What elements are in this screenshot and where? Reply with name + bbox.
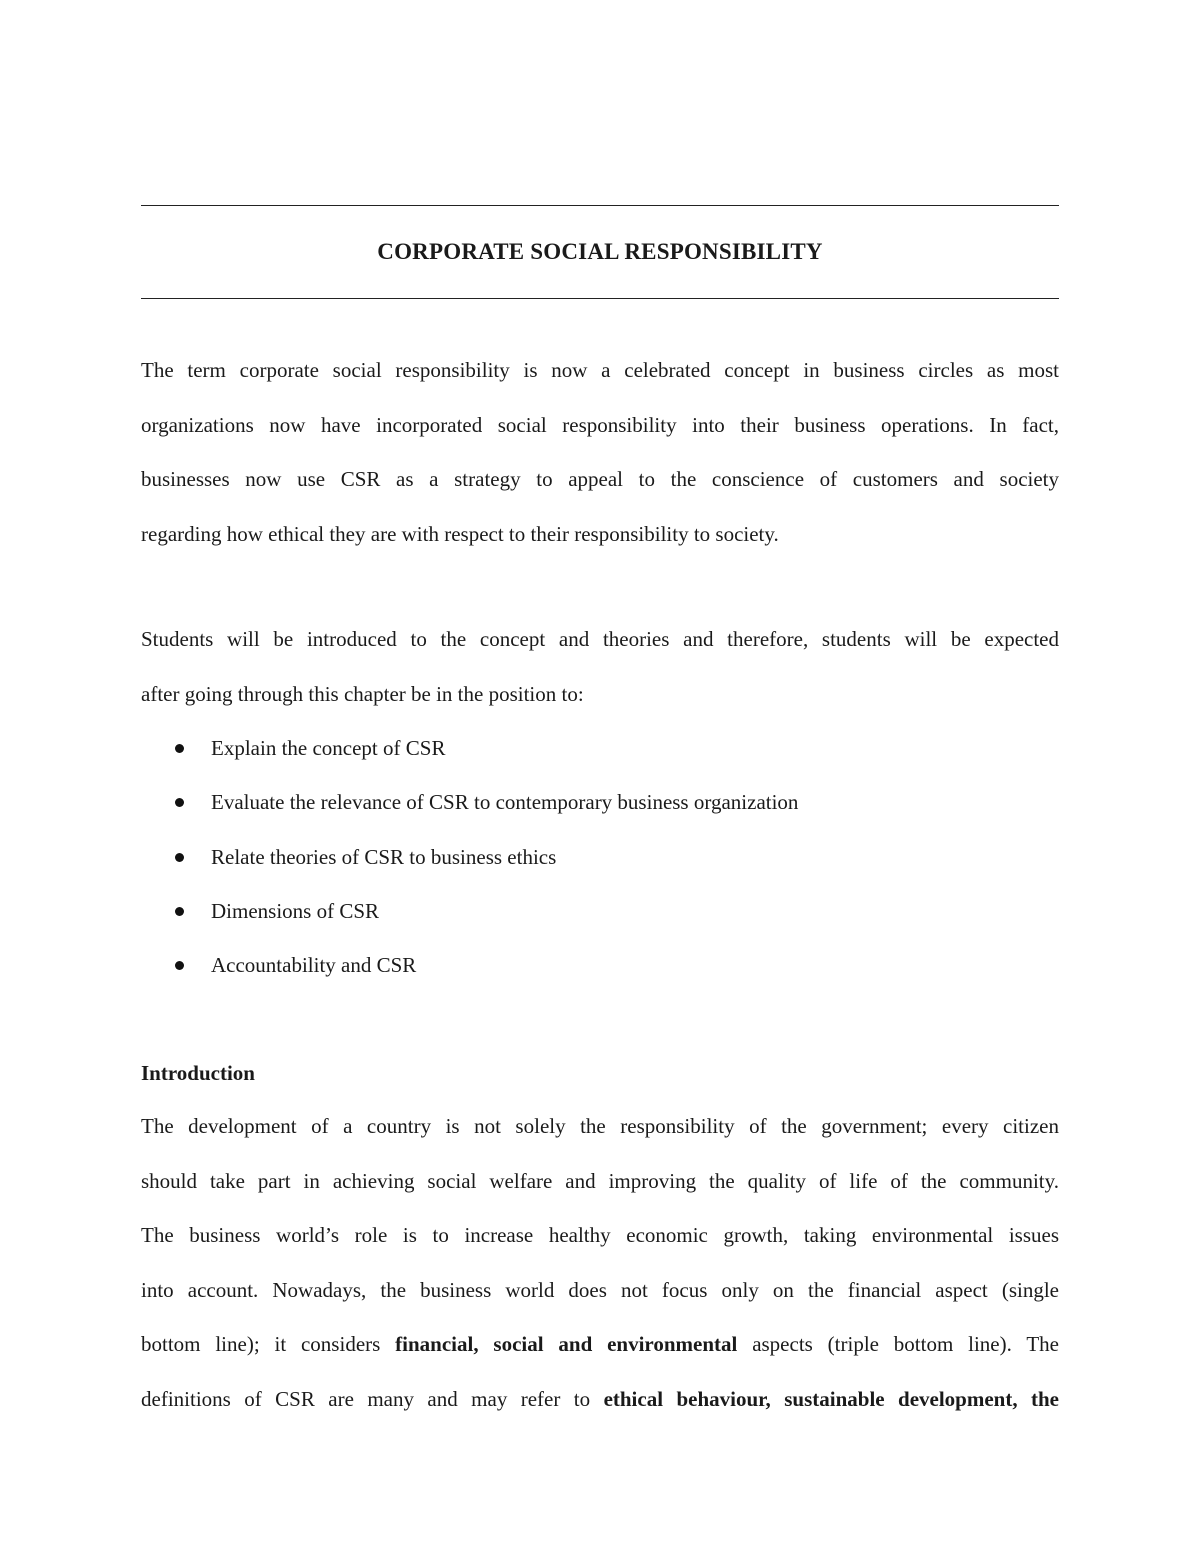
line-text: aspects (triple bottom line). The [737,1332,1059,1356]
line-text: definitions of CSR are many and may refer to [141,1386,604,1411]
introduction-line [141,1317,1059,1372]
objectives-paragraph [141,612,1059,721]
introduction-line: should take part in achieving social welfare and improving the quality of life of the community. [141,1168,1059,1193]
bottom-rule [141,298,1059,299]
intro-line: regarding how ethical they are with respect to their responsibility to society. [141,521,779,546]
objectives-list [141,721,1059,992]
list-item-text: Explain the concept of CSR [211,736,446,760]
list-item [141,938,1059,992]
list-item-text: Dimensions of CSR [211,898,380,923]
bullet-icon [175,798,184,807]
list-item-text: Evaluate the relevance of CSR to contemporary business organization [211,790,799,815]
introduction-line [141,1372,1059,1427]
list-item-text: Accountability and CSR [211,953,417,978]
bold-phrase: financial, social and environmental [395,1332,738,1356]
intro-paragraph [141,343,1059,561]
introduction-line: into account. Nowadays, the business world does not focus only on the financial aspect (single [141,1277,1059,1302]
objectives-line: after going through this chapter be in the position to: [141,681,584,706]
top-rule [141,205,1059,206]
list-item [141,775,1059,829]
introduction-line: The development of a country is not solely the responsibility of the government; every citizen [141,1114,1059,1138]
document-page [141,0,1059,1553]
line-text: bottom line); it considers [141,1332,396,1356]
bullet-icon [175,744,184,753]
document-title: CORPORATE SOCIAL RESPONSIBILITY [377,239,823,264]
intro-line: organizations now have incorporated social responsibility into their business operations. In fact, [141,412,1059,437]
objectives-line: Students will be introduced to the concept and theories and therefore, students will be expected [141,627,1059,651]
introduction-line: The business world’s role is to increase healthy economic growth, taking environmental issues [141,1223,1059,1247]
bold-phrase: ethical behaviour, sustainable development, the [603,1386,1060,1411]
bullet-icon [175,961,184,970]
list-item [141,721,1059,775]
introduction-paragraph [141,1099,1059,1426]
list-item [141,830,1059,884]
bullet-icon [175,853,184,862]
intro-line: The term corporate social responsibility is now a celebrated concept in business circles as most [141,358,1059,382]
list-item-text: Relate theories of CSR to business ethics [211,844,557,869]
section-heading: Introduction [141,1061,255,1085]
list-item [141,884,1059,938]
bullet-icon [175,907,184,916]
intro-line: businesses now use CSR as a strategy to appeal to the conscience of customers and society [141,467,1059,491]
